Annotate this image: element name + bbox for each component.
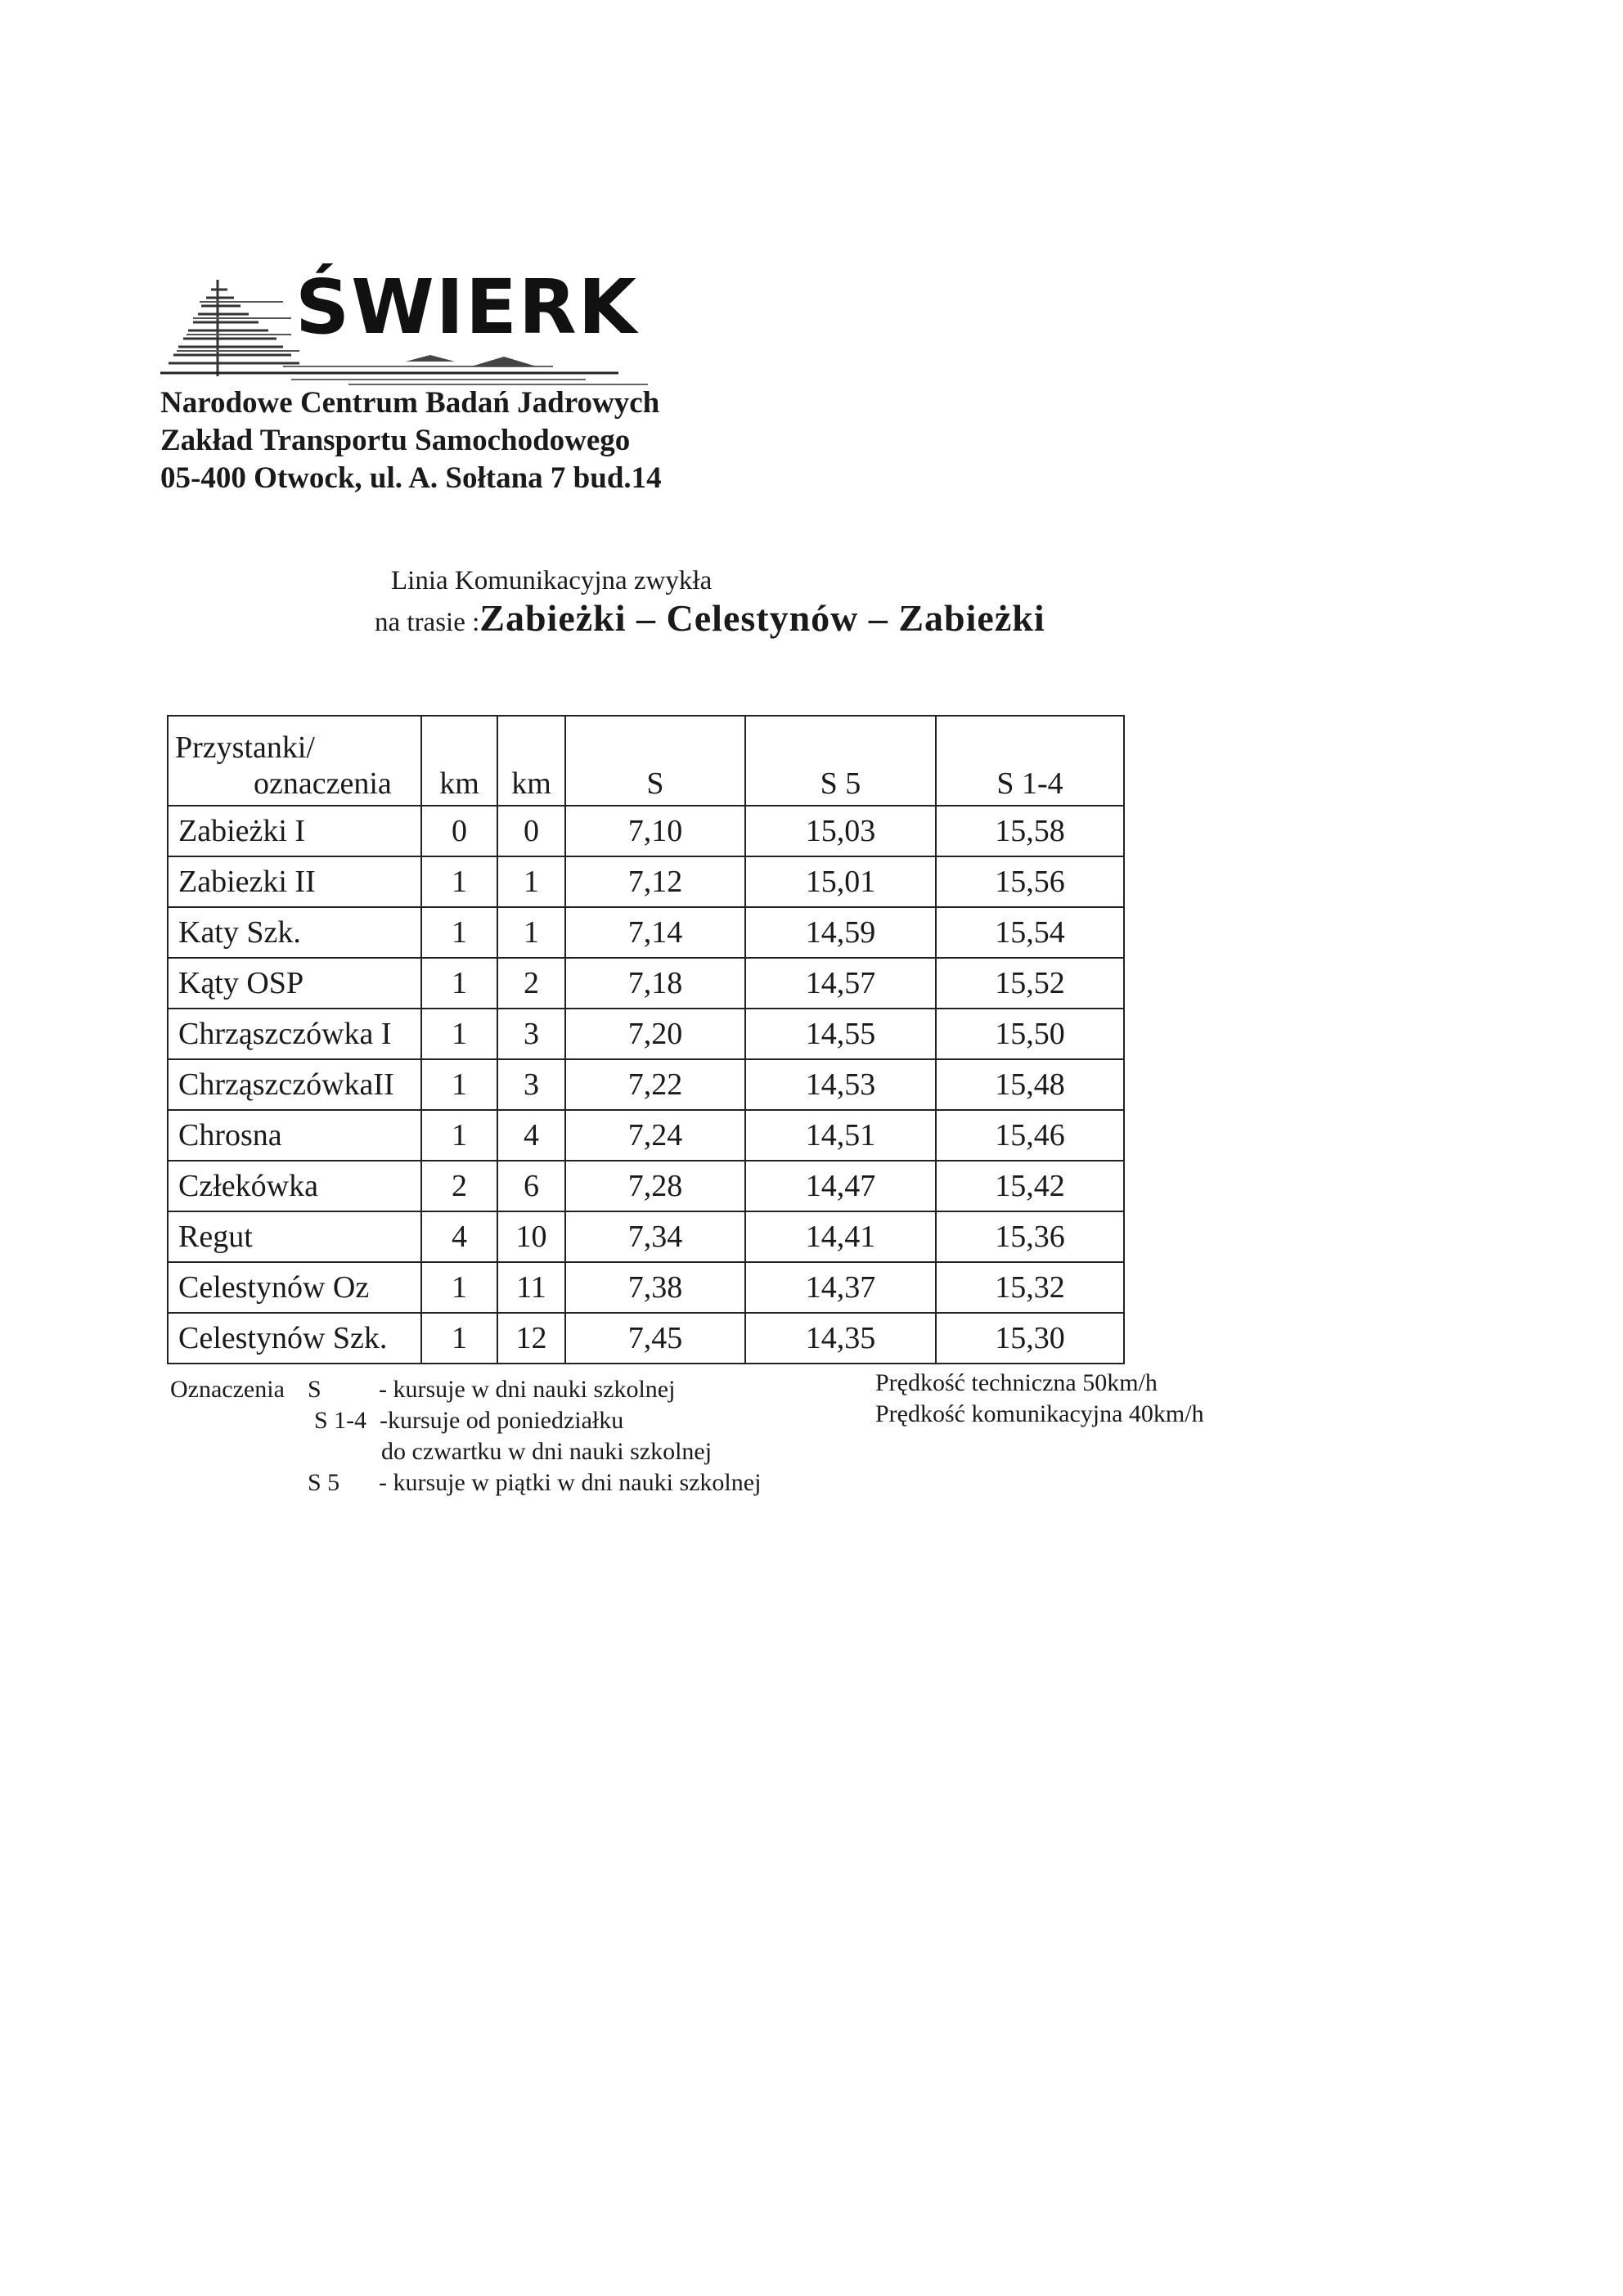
km-segment: 1 — [421, 1313, 497, 1364]
route-prefix: na trasie : — [375, 608, 480, 637]
header-stops-line1: Przystanki/ — [175, 730, 315, 765]
stop-name: Regut — [168, 1211, 421, 1262]
stop-name: Celestynów Oz — [168, 1262, 421, 1313]
time-s1-4: 15,56 — [936, 856, 1124, 907]
time-s5: 15,01 — [745, 856, 936, 907]
table-row — [168, 1161, 1124, 1211]
stop-name: Kąty OSP — [168, 958, 421, 1009]
legend-desc: - kursuje w piątki w dni nauki szkolnej — [379, 1469, 762, 1496]
organization-block — [160, 384, 662, 497]
table-row — [168, 1110, 1124, 1161]
km-segment: 1 — [421, 907, 497, 958]
time-s: 7,18 — [565, 958, 745, 1009]
time-s5: 14,51 — [745, 1110, 936, 1161]
time-s5: 14,59 — [745, 907, 936, 958]
km-segment: 1 — [421, 1059, 497, 1110]
time-s: 7,45 — [565, 1313, 745, 1364]
legend-desc: - kursuje w dni nauki szkolnej — [379, 1376, 676, 1403]
table-row — [168, 1313, 1124, 1364]
stop-name: Chrosna — [168, 1110, 421, 1161]
org-name: Narodowe Centrum Badań Jadrowych — [160, 386, 660, 420]
table-row — [168, 1009, 1124, 1059]
time-s5: 14,55 — [745, 1009, 936, 1059]
km-segment: 4 — [421, 1211, 497, 1262]
km-total: 0 — [497, 806, 565, 856]
line-title: Linia Komunikacyjna zwykła — [391, 566, 713, 595]
table-row — [168, 806, 1124, 856]
legend-code: S 5 — [308, 1469, 340, 1496]
org-address: 05-400 Otwock, ul. A. Sołtana 7 bud.14 — [160, 461, 662, 495]
km-segment: 1 — [421, 1262, 497, 1313]
table-row — [168, 1211, 1124, 1262]
time-s5: 14,41 — [745, 1211, 936, 1262]
header-s: S — [565, 716, 745, 806]
km-total: 10 — [497, 1211, 565, 1262]
technical-speed: Prędkość techniczna 50km/h — [875, 1369, 1158, 1396]
legend-desc: do czwartku w dni nauki szkolnej — [381, 1438, 713, 1465]
time-s1-4: 15,46 — [936, 1110, 1124, 1161]
table-row — [168, 907, 1124, 958]
time-s1-4: 15,50 — [936, 1009, 1124, 1059]
km-total: 12 — [497, 1313, 565, 1364]
time-s: 7,38 — [565, 1262, 745, 1313]
time-s5: 14,53 — [745, 1059, 936, 1110]
legend-label: Oznaczenia — [170, 1376, 285, 1403]
km-segment: 0 — [421, 806, 497, 856]
time-s1-4: 15,30 — [936, 1313, 1124, 1364]
table-row — [168, 958, 1124, 1009]
speed-info — [875, 1368, 1204, 1430]
km-total: 11 — [497, 1262, 565, 1313]
header-stops — [168, 716, 421, 806]
time-s: 7,12 — [565, 856, 745, 907]
stop-name: Chrząszczówka I — [168, 1009, 421, 1059]
km-total: 4 — [497, 1110, 565, 1161]
route-name: Zabieżki – Celestynów – Zabieżki — [479, 597, 1045, 639]
stop-name: Zabiezki II — [168, 856, 421, 907]
km-total: 6 — [497, 1161, 565, 1211]
timetable-table — [167, 715, 1125, 1364]
legend-code: S 1-4 — [314, 1407, 367, 1434]
time-s1-4: 15,58 — [936, 806, 1124, 856]
table-row — [168, 1059, 1124, 1110]
header-stops-line2: oznaczenia — [254, 766, 392, 801]
time-s: 7,22 — [565, 1059, 745, 1110]
route-heading — [375, 594, 1045, 652]
km-total: 1 — [497, 907, 565, 958]
stop-name: Katy Szk. — [168, 907, 421, 958]
stop-name: Zabieżki I — [168, 806, 421, 856]
header-s1-4: S 1-4 — [936, 716, 1124, 806]
time-s: 7,10 — [565, 806, 745, 856]
time-s: 7,20 — [565, 1009, 745, 1059]
time-s1-4: 15,54 — [936, 907, 1124, 958]
table-row — [168, 856, 1124, 907]
org-department: Zakład Transportu Samochodowego — [160, 424, 631, 457]
header-s5: S 5 — [745, 716, 936, 806]
stop-name: Celestynów Szk. — [168, 1313, 421, 1364]
time-s: 7,28 — [565, 1161, 745, 1211]
logo-text: ŚWIERK — [295, 263, 638, 351]
km-total: 2 — [497, 958, 565, 1009]
time-s1-4: 15,42 — [936, 1161, 1124, 1211]
table-row — [168, 1262, 1124, 1313]
legend-desc: -kursuje od poniedziałku — [380, 1407, 624, 1434]
time-s1-4: 15,32 — [936, 1262, 1124, 1313]
km-segment: 1 — [421, 1110, 497, 1161]
communication-speed: Prędkość komunikacyjna 40km/h — [875, 1400, 1204, 1427]
swierk-logo — [160, 263, 651, 393]
time-s1-4: 15,52 — [936, 958, 1124, 1009]
km-segment: 1 — [421, 856, 497, 907]
time-s: 7,24 — [565, 1110, 745, 1161]
time-s5: 14,35 — [745, 1313, 936, 1364]
time-s: 7,34 — [565, 1211, 745, 1262]
km-segment: 2 — [421, 1161, 497, 1211]
time-s5: 14,57 — [745, 958, 936, 1009]
time-s5: 14,47 — [745, 1161, 936, 1211]
legend-code: S — [308, 1376, 321, 1403]
km-total: 1 — [497, 856, 565, 907]
time-s1-4: 15,36 — [936, 1211, 1124, 1262]
stop-name: Człekówka — [168, 1161, 421, 1211]
stop-name: ChrząszczówkaII — [168, 1059, 421, 1110]
header-km-total: km — [497, 716, 565, 806]
table-header-row — [168, 716, 1124, 806]
time-s5: 15,03 — [745, 806, 936, 856]
time-s1-4: 15,48 — [936, 1059, 1124, 1110]
time-s: 7,14 — [565, 907, 745, 958]
km-segment: 1 — [421, 1009, 497, 1059]
km-segment: 1 — [421, 958, 497, 1009]
header-km-segment: km — [421, 716, 497, 806]
time-s5: 14,37 — [745, 1262, 936, 1313]
km-total: 3 — [497, 1009, 565, 1059]
km-total: 3 — [497, 1059, 565, 1110]
